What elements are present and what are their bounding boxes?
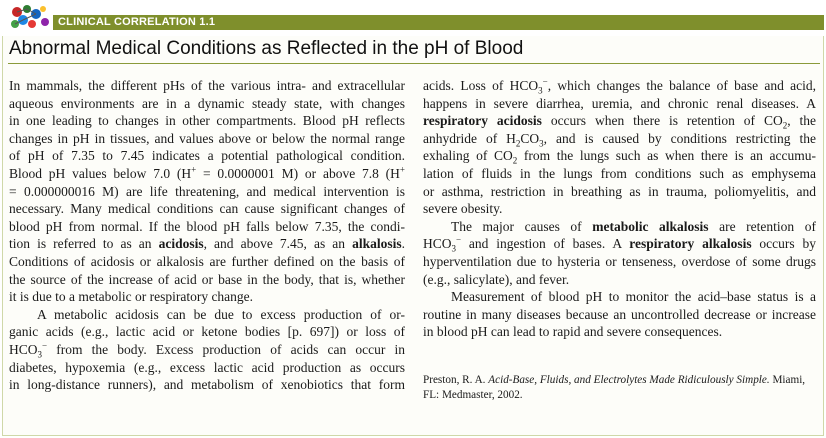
text-line: aqueous environments are in a dynamic steady state, with changes (9, 95, 405, 111)
left-column (9, 77, 405, 394)
text-line: necessary. Many medical conditions can cause significant changes of (9, 201, 405, 217)
text-line: $HCO_3^-$ from the body. Excess production of acids can occur in (9, 340, 405, 359)
text-line: respiratory acidosis occurs when there is retention of $CO_2$, the (423, 113, 816, 130)
text-line: in blood pH can lead to rapid and severe consequences. (423, 324, 723, 340)
page-title: Abnormal Medical Conditions as Reflected in the pH of Blood (9, 38, 524, 59)
reference-title: Acid-Base, Fluids, and Electrolytes Made Ridiculously Simple. (488, 374, 770, 386)
text-line: (e.g., salicylate), and fever. (423, 271, 570, 287)
text-line: Conditions of acidosis or alkalosis are further defined on the basis of (9, 253, 405, 269)
text-line: blood pH from normal. If the blood pH falls below 7.35, the condi- (9, 218, 405, 234)
text-line: = 0.000000016 M) are life threatening, and medical intervention is (9, 183, 405, 199)
reference-publisher: Miami, FL: Medmaster, 2002. (423, 374, 806, 401)
text-line: ganic acids (e.g., lactic acid or ketone bodies [p. 697]) or loss of (9, 324, 405, 340)
text-line: Measurement of blood pH to monitor the acid–base status is a (451, 289, 816, 305)
text-line: A metabolic acidosis can be due to excess production of or- (37, 306, 405, 322)
reference-citation (423, 373, 816, 403)
text-line: anhydride of $H_2CO_3$, and is caused by conditions restricting the (423, 130, 816, 148)
text-line: The major causes of metabolic alkalosis are retention of (451, 218, 816, 234)
right-column (423, 77, 816, 341)
text-line: hyperventilation due to hysteria or tenseness, overdose of some drugs (423, 253, 816, 269)
text-line: in long-distance runners), and metabolism of xenobiotics that form (9, 377, 405, 393)
text-line: diabetes, hypoxemia (e.g., excess lactic acid production as occurs (9, 359, 405, 375)
reference-author: Preston, R. A. (423, 374, 486, 386)
text-line: $HCO_3^-$ and ingestion of bases. A respiratory alkalosis occurs by (423, 235, 816, 253)
text-line: in one leading to changes in other compartments. Blood pH reflects (9, 113, 405, 129)
text-line: Blood pH values below 7.0 (H+ = 0.0000001 M) or above 7.8 (H+ (9, 164, 405, 181)
text-line: it is due to a metabolic or respiratory change. (9, 289, 254, 305)
text-line: changes in pH in tissues, and values above or below the normal range (9, 130, 405, 146)
text-line: routine in many diseases because an uncontrolled decrease or increase (423, 306, 816, 322)
text-line: of pH of 7.35 to 7.45 indicates a potential pathological condition. (9, 148, 405, 164)
text-line: lation of fluids in the lungs from conditions such as emphysema (423, 165, 816, 181)
molecule-logo-icon (7, 4, 53, 30)
text-line: happens in severe diarrhea, uremia, and chronic renal diseases. A (423, 95, 816, 111)
title-divider (8, 63, 820, 64)
text-line: In mammals, the different pHs of the various intra- and extracellular (9, 78, 405, 93)
section-label: CLINICAL CORRELATION 1.1 (58, 16, 216, 28)
text-line: or asthma, restriction in breathing as in trauma, poliomyelitis, and (423, 183, 816, 199)
text-line: acids. Loss of $HCO_3^-$, which changes the balance of base and acid, (423, 77, 816, 95)
text-line: tion is referred to as an acidosis, and above 7.45, as an alkalosis. (9, 236, 405, 252)
text-line: severe obesity. (423, 201, 503, 217)
text-line: the source of the increase of acid or base in the body, that is, whether (9, 271, 405, 287)
text-line: exhaling of $CO_2$ from the lungs such as when there is an accumu- (423, 148, 816, 165)
